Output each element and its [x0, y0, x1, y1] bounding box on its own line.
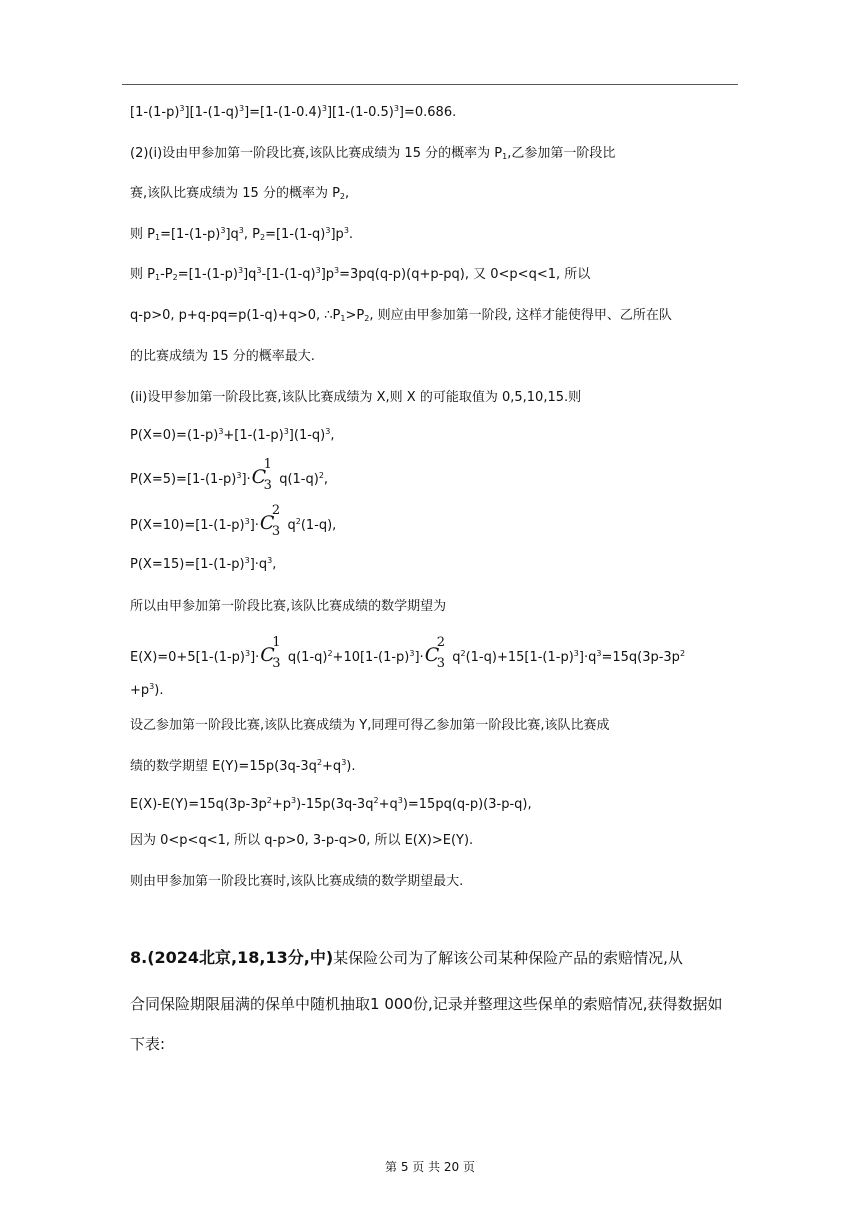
combination-symbol: C 1 3 [260, 635, 281, 671]
question-8-text: 某保险公司为了解该公司某种保险产品的索赔情况,从 [333, 949, 683, 967]
solution-line-19: 因为 0<p<q<1, 所以 q-p>0, 3-p-q>0, 所以 E(X)>E(Y). [130, 833, 474, 848]
question-8-header: 8.(2024北京,18,13分,中) [130, 948, 334, 967]
solution-line-2: (2)(i)设由甲参加第一阶段比赛,该队比赛成绩为 15 分的概率为 $P_1$,乙参加第一阶段比 [130, 146, 616, 161]
solution-line-10: $P(X=5)=[1-(1-p)^3]\cdot C$ 1 3 $q(1-q)^2$, [130, 457, 329, 493]
solution-line-8: (ii)设甲参加第一阶段比赛,该队比赛成绩为 X,则 X 的可能取值为 0,5,10,15.则 [130, 390, 582, 405]
solution-line-11: $P(X=10)=[1-(1-p)^3]\cdot C$ 2 3 $q^2(1-q)$, [130, 503, 337, 539]
page-footer: 第 5 页 共 20 页 [385, 1160, 475, 1174]
question-8-line-2: 合同保险期限届满的保单中随机抽取1 000份,记录并整理这些保单的索赔情况,获得数据如 [130, 995, 723, 1013]
solution-line-5: 则 $P_1-P_2=[1-(1-p)^3]q^3-[1-(1-q)^3]p^3=3pq(q-p)(q+p-pq)$, 又 0<p<q<1, 所以 [130, 266, 591, 282]
solution-line-13: 所以由甲参加第一阶段比赛,该队比赛成绩的数学期望为 [130, 599, 447, 614]
solution-line-14: $E(X)=0+5[1-(1-p)^3]\cdot C$ 1 3 $q(1-q)^2+10[1-(1-p)^3]\cdot C$ 2 3 $q^2(1-q)+15[1-(1-p)^3]\cdot q^3=15q(3p-3p^2$ [130, 635, 686, 671]
combination-symbol: C 2 3 [424, 635, 445, 671]
question-8-line-3: 下表: [130, 1035, 166, 1053]
solution-line-6: q-p>0, p+q-pq=p(1-q)+q>0, $\therefore P_1>P_2$, 则应由甲参加第一阶段, 这样才能使得甲、乙所在队 [130, 308, 672, 323]
solution-line-3: 赛,该队比赛成绩为 15 分的概率为 $P_2$, [130, 186, 350, 201]
question-8-line-1 [130, 949, 683, 967]
solution-line-15: $+p^3$). [130, 682, 164, 698]
combination-symbol: C 2 3 [259, 503, 281, 539]
solution-line-17: 绩的数学期望 $E(Y)=15p(3q-3q^2+q^3)$. [130, 758, 356, 774]
solution-line-4: 则 $P_1=[1-(1-p)^3]q^3$, $P_2=[1-(1-q)^3]p^3$. [130, 226, 354, 242]
header-rule [122, 84, 738, 85]
combination-symbol: C 1 3 [251, 457, 272, 493]
solution-line-9: $P(X=0)=(1-p)^3+[1-(1-p)^3](1-q)^3$, [130, 427, 335, 443]
solution-line-16: 设乙参加第一阶段比赛,该队比赛成绩为 Y,同理可得乙参加第一阶段比赛,该队比赛成 [130, 718, 610, 733]
solution-line-20: 则由甲参加第一阶段比赛时,该队比赛成绩的数学期望最大. [130, 874, 464, 889]
solution-line-12: $P(X=15)=[1-(1-p)^3]\cdot q^3$, [130, 556, 277, 572]
solution-line-1: $[1-(1-p)^3][1-(1-q)^3]=[1-(1-0.4)^3][1-(1-0.5)^3]=0.686$. [130, 104, 457, 120]
solution-line-7: 的比赛成绩为 15 分的概率最大. [130, 349, 315, 364]
solution-line-18: $E(X)-E(Y)=15q(3p-3p^2+p^3)-15p(3q-3q^2+q^3)=15pq(q-p)(3-p-q)$, [130, 796, 532, 812]
